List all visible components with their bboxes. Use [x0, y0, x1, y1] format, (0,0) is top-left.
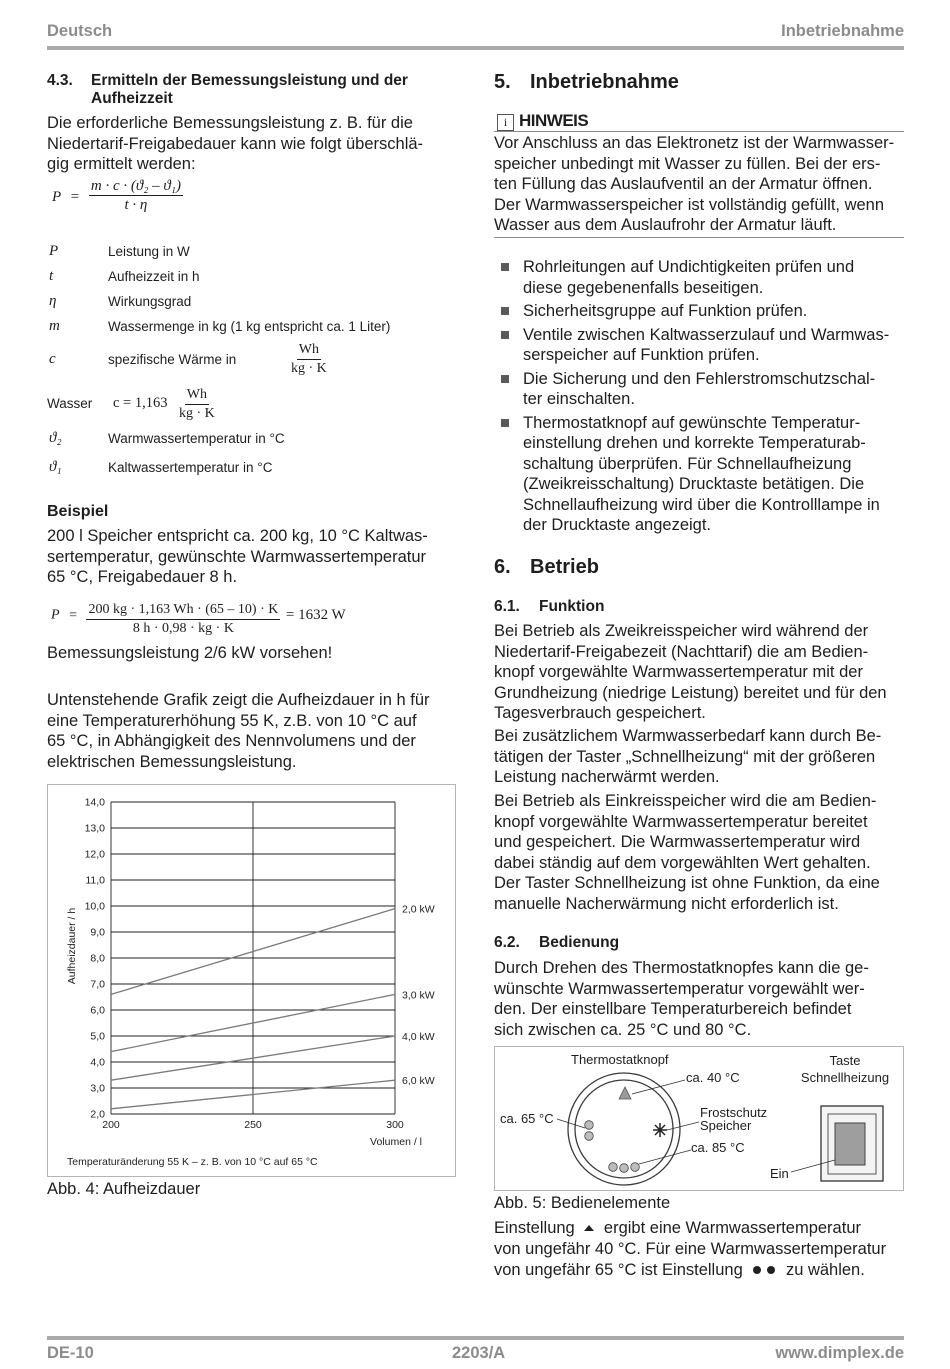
frost-protection-icon [653, 1123, 667, 1137]
checklist-line: Sicherheitsgruppe auf Funktion prüfen. [523, 302, 808, 320]
leader-line [639, 1150, 691, 1164]
example-paragraph [47, 526, 428, 588]
frost-label-line: Frostschutz [700, 1105, 768, 1120]
checklist-line: ter einschalten. [523, 390, 635, 408]
setting-text: Einstellung [494, 1219, 575, 1237]
chart-y-tick-label: 6,0 [90, 1004, 105, 1017]
setting-line-1 [494, 1218, 861, 1239]
checklist-line: einstellung drehen und korrekte Temperaturab- [523, 434, 866, 452]
chart-y-tick-label: 14,0 [84, 796, 105, 809]
paragraph-line: Durch Drehen des Thermostatknopfes kann die ge- [494, 959, 869, 977]
quick-heat-label [795, 1052, 895, 1086]
section-4-3-title-line2: Aufheizzeit [91, 90, 173, 107]
dot-setting-icon [585, 1121, 594, 1130]
intro-paragraph [47, 113, 423, 175]
hint-line: Der Warmwasserspeicher ist vollständig gefüllt, wenn [494, 195, 885, 214]
bullet-square-icon [501, 263, 509, 271]
example-denominator: 8 h · 0,98 · kg · K [132, 621, 234, 636]
footer-website: www.dimplex.de [775, 1344, 904, 1362]
section-6-title: Betrieb [530, 556, 599, 578]
checklist-item [494, 325, 906, 366]
chart-y-tick-label: 13,0 [84, 822, 105, 835]
chart-x-tick-label: 300 [386, 1119, 404, 1131]
chart-y-tick-label: 3,0 [90, 1082, 105, 1095]
paragraph-line: tätigen der Taster „Schnellheizung“ mit der größeren [494, 747, 876, 766]
hint-line: Vor Anschluss an das Elektronetz ist der Warmwasser- [494, 134, 895, 152]
paragraph-line: dabei ständig auf dem vorgewählten Wert gehalten. [494, 853, 871, 872]
checklist-line: (Zweikreisschaltung) Drucktaste betätigen. Die [523, 475, 865, 493]
legend-row [47, 318, 447, 340]
unit-denominator: kg · K [179, 406, 215, 421]
figure-4-caption: Abb. 4: Aufheizdauer [47, 1180, 201, 1198]
commissioning-checklist [494, 257, 906, 539]
chart-series-label: 3,0 kW [402, 989, 435, 1002]
legend-symbol: m [49, 318, 60, 334]
bullet-square-icon [501, 375, 509, 383]
legend-symbol: ϑ₁ [49, 459, 62, 475]
control-elements-diagram [494, 1046, 904, 1191]
formula-denominator: t · η [124, 197, 148, 213]
example-formula-eq: = [69, 607, 77, 623]
section-6-1-number: 6.1. [494, 598, 520, 615]
setting-line-3 [494, 1260, 865, 1281]
legend-row-c [47, 342, 447, 382]
paragraph-line: Bei Betrieb als Zweikreisspeicher wird während der [494, 622, 869, 640]
legend-description: Kaltwassertemperatur in °C [108, 460, 273, 475]
function-paragraph-1 [494, 621, 887, 724]
hint-line: ten Füllung das Auslaufventil an der Armatur öffnen. [494, 175, 873, 193]
legend-symbol: η [49, 293, 57, 309]
paragraph-line: und gespeichert. Die Warmwassertemperatur wird [494, 833, 861, 851]
paragraph-line: knopf vorgewählte Warmwassertemperatur mit der [494, 663, 863, 681]
chart-y-tick-label: 7,0 [90, 978, 105, 991]
wasser-label: Wasser [47, 396, 93, 411]
chart-svg [48, 785, 455, 1176]
formula-numerator: m · c · (ϑ₂ – ϑ₁) [90, 178, 182, 194]
section-5-number: 5. [494, 71, 511, 93]
info-icon: i [497, 114, 514, 131]
wasser-expression: c = 1,163 [113, 395, 168, 411]
frost-label-line: Speicher [700, 1118, 752, 1133]
example-result: = 1632 W [285, 606, 346, 623]
dot-setting-icon [585, 1132, 594, 1141]
chart-y-tick-label: 5,0 [90, 1030, 105, 1043]
legend-row [47, 268, 447, 290]
chart-x-axis-label: Volumen / l [370, 1136, 422, 1148]
chart-y-tick-label: 11,0 [85, 874, 105, 887]
legend-row [47, 430, 447, 452]
legend-c-unit [291, 342, 327, 377]
header-language: Deutsch [47, 22, 113, 40]
intro-line: Niedertarif-Freigabedauer kann wie folgt überschlä- [47, 134, 424, 153]
checklist-line: Schnellaufheizung wird über die Kontrolllampe in [523, 495, 880, 514]
example-heading: Beispiel [47, 503, 109, 520]
frost-protection-label [700, 1106, 767, 1132]
figure-5-caption: Abb. 5: Bedienelemente [494, 1194, 671, 1212]
bullet-square-icon [501, 331, 509, 339]
rating-text: Bemessungsleistung 2/6 kW vorsehen! [47, 644, 333, 662]
graph-intro-line: eine Temperaturerhöhung 55 K, z.B. von 10 °C auf [47, 711, 417, 730]
header-rule [47, 46, 904, 50]
wasser-unit [179, 387, 215, 422]
chart-x-tick-label: 250 [244, 1119, 262, 1131]
triangle-up-icon [581, 1223, 597, 1233]
intro-line: gig ermittelt werden: [47, 155, 196, 173]
legend-description: Aufheizzeit in h [108, 269, 200, 284]
legend-symbol: c [49, 351, 56, 367]
intro-line: Die erforderliche Bemessungsleistung z. B. für die [47, 114, 413, 132]
checklist-item [494, 369, 906, 410]
section-6-2-title: Bedienung [539, 934, 620, 951]
checklist-line: Ventile zwischen Kaltwasserzulauf und Warmwas- [523, 325, 890, 344]
temp-65-label: ca. 65 °C [500, 1111, 554, 1126]
formula-eq: = [70, 188, 80, 205]
footer-page-number: DE-10 [47, 1344, 94, 1362]
legend-symbol: P [49, 243, 59, 259]
paragraph-line: Niedertarif-Freigabezeit (Nachttarif) die am Bedien- [494, 642, 869, 661]
chart-y-tick-label: 9,0 [90, 926, 105, 939]
hint-line: Wasser aus dem Auslaufrohr der Armatur läuft. [494, 216, 837, 234]
double-dot-icon [749, 1265, 779, 1275]
example-formula [51, 598, 346, 636]
footer-document-version: 2203/A [452, 1344, 506, 1362]
checklist-item [494, 301, 906, 322]
unit-denominator: kg · K [291, 361, 327, 376]
example-formula-fraction [86, 602, 280, 637]
checklist-line: schaltung überprüfen. Für Schnellaufheizung [523, 454, 852, 473]
legend-symbol: ϑ₂ [49, 430, 62, 446]
thermostat-knob-label: Thermostatknopf [571, 1052, 669, 1067]
checklist-line: der Drucktaste angezeigt. [523, 516, 712, 534]
example-formula-lhs: P [51, 607, 60, 623]
setting-line-2: von ungefähr 40 °C. Für eine Warmwassertemperatur [494, 1240, 887, 1258]
formula-fraction [89, 178, 183, 213]
paragraph-line: Tagesverbrauch gespeichert. [494, 704, 706, 722]
quick-heat-button-lamp[interactable] [835, 1123, 865, 1165]
heating-time-chart [47, 784, 456, 1177]
hint-bottom-rule [494, 237, 904, 238]
quick-heat-label-line: Taste [829, 1053, 861, 1068]
hint-top-rule [494, 131, 904, 132]
chart-y-tick-label: 2,0 [90, 1108, 105, 1121]
paragraph-line: Der Taster Schnellheizung ist ohne Funktion, da eine [494, 874, 880, 892]
legend-description: Warmwassertemperatur in °C [108, 431, 285, 446]
graph-intro-paragraph [47, 690, 430, 772]
chart-series-label: 2,0 kW [402, 903, 435, 916]
quick-heat-label-line: Schnellheizung [800, 1070, 890, 1085]
footer-rule [47, 1336, 904, 1340]
temp-40-label: ca. 40 °C [686, 1070, 740, 1085]
section-4-3-title-line1: Ermitteln der Bemessungsleistung und der [91, 72, 408, 89]
ein-label: Ein [770, 1166, 789, 1181]
bullet-square-icon [501, 307, 509, 315]
legend-description: spezifische Wärme in [108, 352, 237, 367]
graph-intro-line: 65 °C, in Abhängigkeit des Nennvolumens und der [47, 732, 416, 750]
dot-setting-icon [620, 1164, 629, 1173]
chart-y-tick-label: 10,0 [84, 900, 105, 913]
setting-text: zu wählen. [785, 1261, 865, 1279]
header-chapter: Inbetriebnahme [781, 22, 904, 40]
example-line: 200 l Speicher entspricht ca. 200 kg, 10 °C Kaltwas- [47, 527, 428, 545]
checklist-item [494, 413, 906, 536]
function-paragraph-2 [494, 726, 881, 788]
legend-description: Leistung in W [108, 244, 190, 259]
chart-footnote: Temperaturänderung 55 K – z. B. von 10 °C auf 65 °C [67, 1156, 318, 1168]
section-6-1-title: Funktion [539, 598, 605, 615]
paragraph-line: knopf vorgewählte Warmwassertemperatur bereitet [494, 812, 868, 831]
setting-text: von ungefähr 65 °C ist Einstellung [494, 1261, 743, 1279]
formula [52, 180, 183, 215]
chart-x-tick-label: 200 [102, 1119, 120, 1131]
section-4-3-number: 4.3. [47, 72, 73, 89]
hint-line: speicher unbedingt mit Wasser zu füllen. Bei der ers- [494, 154, 881, 173]
paragraph-line: Bei zusätzlichem Warmwasserbedarf kann durch Be- [494, 727, 882, 745]
chart-y-tick-label: 8,0 [90, 952, 105, 965]
checklist-line: Thermostatknopf auf gewünschte Temperatur- [523, 413, 861, 432]
checklist-line: diese gegebenenfalls beseitigen. [523, 278, 764, 297]
temp-85-label: ca. 85 °C [691, 1140, 745, 1155]
legend-row [47, 243, 447, 265]
paragraph-line: Leistung nacherwärmt werden. [494, 768, 720, 786]
operation-paragraph [494, 958, 869, 1040]
paragraph-line: sich zwischen ca. 25 °C und 80 °C. [494, 1020, 752, 1039]
example-line: sertemperatur, gewünschte Warmwassertemperatur [47, 547, 427, 566]
paragraph-line: Grundheizung (niedrige Leistung) bereitet und für den [494, 683, 887, 702]
unit-numerator: Wh [185, 387, 209, 405]
setting-text: ergibt eine Warmwassertemperatur [603, 1219, 861, 1237]
paragraph-line: den. Der einstellbare Temperaturbereich befindet [494, 1000, 852, 1018]
chart-y-axis-label: Aufheizdauer / h [66, 907, 78, 985]
triangle-setting-icon[interactable] [619, 1087, 631, 1099]
dot-setting-icon [609, 1163, 618, 1172]
legend-row-wasser [47, 387, 447, 427]
paragraph-line: manuelle Nacherwärmung nicht erforderlich ist. [494, 894, 839, 913]
chart-series-label: 6,0 kW [402, 1075, 435, 1088]
hint-paragraph [494, 133, 894, 236]
leader-line [667, 1122, 699, 1130]
bullet-square-icon [501, 419, 509, 427]
chart-series-label: 4,0 kW [402, 1031, 435, 1043]
section-5-title: Inbetriebnahme [530, 71, 679, 93]
example-numerator: 200 kg · 1,163 Wh · (65 – 10) · K [86, 602, 280, 620]
unit-numerator: Wh [297, 342, 321, 360]
legend-row [47, 459, 447, 481]
legend-row [47, 293, 447, 315]
hint-label: HINWEIS [519, 111, 589, 130]
function-paragraph-3 [494, 791, 880, 914]
legend-symbol: t [49, 268, 54, 284]
example-line: 65 °C, Freigabedauer 8 h. [47, 568, 238, 586]
graph-intro-line: elektrischen Bemessungsleistung. [47, 752, 297, 771]
chart-y-tick-label: 4,0 [90, 1056, 105, 1069]
legend-description: Wassermenge in kg (1 kg entspricht ca. 1 Liter) [108, 319, 391, 334]
graph-intro-line: Untenstehende Grafik zeigt die Aufheizdauer in h für [47, 691, 430, 709]
checklist-item [494, 257, 906, 298]
formula-lhs: P [52, 188, 61, 205]
chart-y-tick-label: 12,0 [84, 848, 105, 861]
section-6-number: 6. [494, 556, 511, 578]
section-6-2-number: 6.2. [494, 934, 520, 951]
dot-setting-icon [631, 1163, 640, 1172]
checklist-line: Die Sicherung und den Fehlerstromschutzschal- [523, 369, 876, 388]
leader-line [557, 1119, 585, 1128]
checklist-line: serspeicher auf Funktion prüfen. [523, 346, 760, 364]
paragraph-line: Bei Betrieb als Einkreisspeicher wird die am Bedien- [494, 792, 877, 810]
checklist-line: Rohrleitungen auf Undichtigkeiten prüfen und [523, 258, 855, 276]
legend-description: Wirkungsgrad [108, 294, 192, 309]
paragraph-line: wünschte Warmwassertemperatur vorgewählt wer- [494, 979, 865, 998]
